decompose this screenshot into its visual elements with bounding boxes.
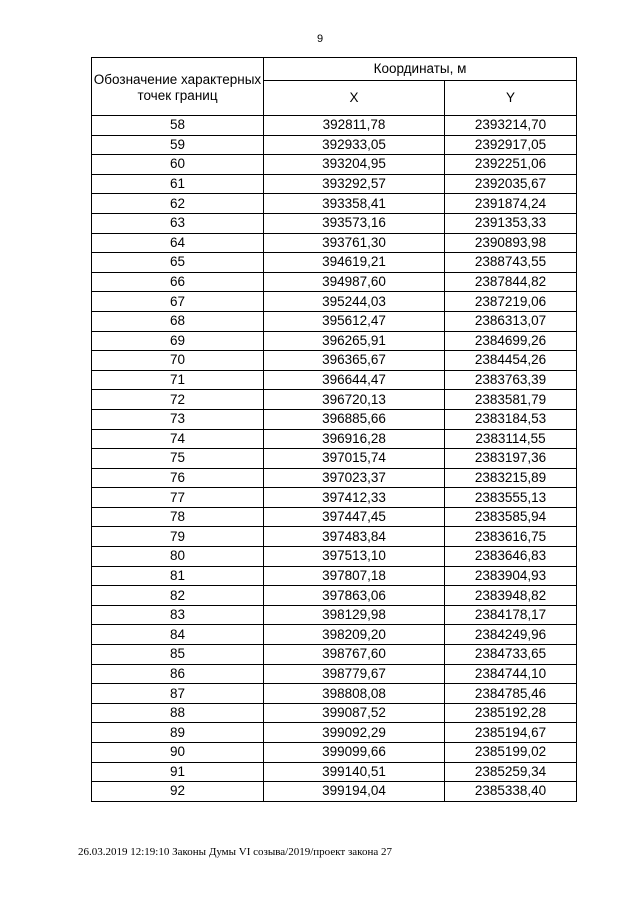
table-row bbox=[92, 370, 577, 390]
table-row bbox=[92, 468, 577, 488]
cell-y: 2383197,36 bbox=[445, 449, 577, 469]
table-row bbox=[92, 155, 577, 175]
cell-point: 70 bbox=[92, 351, 264, 371]
cell-y: 2383646,83 bbox=[445, 547, 577, 567]
cell-x: 397513,10 bbox=[264, 547, 445, 567]
cell-point: 67 bbox=[92, 292, 264, 312]
cell-y: 2392035,67 bbox=[445, 174, 577, 194]
footer-stamp: 26.03.2019 12:19:10 Законы Думы VI созыва/2019/проект закона 27 bbox=[78, 846, 392, 858]
cell-x: 396644,47 bbox=[264, 370, 445, 390]
cell-y: 2385194,67 bbox=[445, 723, 577, 743]
cell-point: 74 bbox=[92, 429, 264, 449]
cell-y: 2383581,79 bbox=[445, 390, 577, 410]
cell-x: 399140,51 bbox=[264, 762, 445, 782]
table-row bbox=[92, 390, 577, 410]
table-row bbox=[92, 782, 577, 802]
cell-point: 87 bbox=[92, 684, 264, 704]
cell-x: 398767,60 bbox=[264, 645, 445, 665]
table-row bbox=[92, 213, 577, 233]
cell-x: 397023,37 bbox=[264, 468, 445, 488]
cell-point: 60 bbox=[92, 155, 264, 175]
cell-x: 396365,67 bbox=[264, 351, 445, 371]
cell-point: 68 bbox=[92, 311, 264, 331]
cell-point: 63 bbox=[92, 213, 264, 233]
table-row bbox=[92, 135, 577, 155]
cell-point: 73 bbox=[92, 409, 264, 429]
cell-point: 66 bbox=[92, 272, 264, 292]
cell-x: 396720,13 bbox=[264, 390, 445, 410]
header-y: Y bbox=[445, 81, 577, 116]
cell-x: 397483,84 bbox=[264, 527, 445, 547]
header-point-designation: Обозначение характерных точек границ bbox=[92, 58, 264, 116]
cell-x: 393573,16 bbox=[264, 213, 445, 233]
cell-y: 2385338,40 bbox=[445, 782, 577, 802]
cell-x: 397807,18 bbox=[264, 566, 445, 586]
cell-point: 64 bbox=[92, 233, 264, 253]
cell-y: 2387844,82 bbox=[445, 272, 577, 292]
cell-x: 395244,03 bbox=[264, 292, 445, 312]
table-row bbox=[92, 586, 577, 606]
cell-point: 65 bbox=[92, 253, 264, 273]
cell-y: 2387219,06 bbox=[445, 292, 577, 312]
cell-point: 77 bbox=[92, 488, 264, 508]
table-row bbox=[92, 331, 577, 351]
cell-x: 399092,29 bbox=[264, 723, 445, 743]
cell-point: 61 bbox=[92, 174, 264, 194]
cell-y: 2384249,96 bbox=[445, 625, 577, 645]
table-row bbox=[92, 449, 577, 469]
cell-x: 393292,57 bbox=[264, 174, 445, 194]
cell-x: 398209,20 bbox=[264, 625, 445, 645]
cell-y: 2384785,46 bbox=[445, 684, 577, 704]
cell-x: 396885,66 bbox=[264, 409, 445, 429]
cell-x: 395612,47 bbox=[264, 311, 445, 331]
cell-point: 82 bbox=[92, 586, 264, 606]
table-row bbox=[92, 116, 577, 136]
cell-point: 62 bbox=[92, 194, 264, 214]
cell-y: 2392917,05 bbox=[445, 135, 577, 155]
cell-y: 2383184,53 bbox=[445, 409, 577, 429]
table-row bbox=[92, 253, 577, 273]
table-row bbox=[92, 488, 577, 508]
cell-y: 2388743,55 bbox=[445, 253, 577, 273]
cell-x: 396916,28 bbox=[264, 429, 445, 449]
cell-point: 83 bbox=[92, 605, 264, 625]
cell-x: 397015,74 bbox=[264, 449, 445, 469]
cell-x: 396265,91 bbox=[264, 331, 445, 351]
cell-x: 393761,30 bbox=[264, 233, 445, 253]
cell-x: 399194,04 bbox=[264, 782, 445, 802]
table-row bbox=[92, 645, 577, 665]
cell-point: 81 bbox=[92, 566, 264, 586]
cell-point: 88 bbox=[92, 703, 264, 723]
cell-x: 397412,33 bbox=[264, 488, 445, 508]
cell-point: 85 bbox=[92, 645, 264, 665]
cell-point: 80 bbox=[92, 547, 264, 567]
cell-x: 392933,05 bbox=[264, 135, 445, 155]
cell-y: 2384744,10 bbox=[445, 664, 577, 684]
table-row bbox=[92, 311, 577, 331]
cell-y: 2385259,34 bbox=[445, 762, 577, 782]
cell-point: 58 bbox=[92, 116, 264, 136]
cell-y: 2383763,39 bbox=[445, 370, 577, 390]
cell-point: 91 bbox=[92, 762, 264, 782]
table-header bbox=[92, 58, 577, 116]
cell-y: 2383555,13 bbox=[445, 488, 577, 508]
cell-point: 76 bbox=[92, 468, 264, 488]
table-row bbox=[92, 174, 577, 194]
cell-y: 2391353,33 bbox=[445, 213, 577, 233]
cell-point: 90 bbox=[92, 743, 264, 763]
cell-point: 79 bbox=[92, 527, 264, 547]
cell-point: 59 bbox=[92, 135, 264, 155]
cell-y: 2391874,24 bbox=[445, 194, 577, 214]
cell-point: 69 bbox=[92, 331, 264, 351]
cell-point: 86 bbox=[92, 664, 264, 684]
cell-point: 75 bbox=[92, 449, 264, 469]
cell-y: 2385192,28 bbox=[445, 703, 577, 723]
table-row bbox=[92, 351, 577, 371]
cell-y: 2385199,02 bbox=[445, 743, 577, 763]
table-row bbox=[92, 566, 577, 586]
cell-point: 71 bbox=[92, 370, 264, 390]
cell-x: 399099,66 bbox=[264, 743, 445, 763]
cell-x: 399087,52 bbox=[264, 703, 445, 723]
page-number: 9 bbox=[316, 33, 324, 45]
table-row bbox=[92, 664, 577, 684]
table-row bbox=[92, 272, 577, 292]
cell-x: 398808,08 bbox=[264, 684, 445, 704]
table-row bbox=[92, 233, 577, 253]
cell-x: 392811,78 bbox=[264, 116, 445, 136]
table-row bbox=[92, 527, 577, 547]
cell-y: 2392251,06 bbox=[445, 155, 577, 175]
cell-y: 2383904,93 bbox=[445, 566, 577, 586]
cell-point: 92 bbox=[92, 782, 264, 802]
cell-x: 393204,95 bbox=[264, 155, 445, 175]
cell-x: 394619,21 bbox=[264, 253, 445, 273]
cell-y: 2384733,65 bbox=[445, 645, 577, 665]
header-x: X bbox=[264, 81, 445, 116]
header-coordinates: Координаты, м bbox=[264, 58, 577, 81]
table-row bbox=[92, 625, 577, 645]
cell-y: 2386313,07 bbox=[445, 311, 577, 331]
table-row bbox=[92, 507, 577, 527]
table-row bbox=[92, 547, 577, 567]
cell-y: 2393214,70 bbox=[445, 116, 577, 136]
cell-y: 2383114,55 bbox=[445, 429, 577, 449]
table-row bbox=[92, 743, 577, 763]
cell-y: 2383585,94 bbox=[445, 507, 577, 527]
table-body bbox=[92, 116, 577, 802]
table-row bbox=[92, 194, 577, 214]
table-row bbox=[92, 684, 577, 704]
table-row bbox=[92, 703, 577, 723]
cell-y: 2383616,75 bbox=[445, 527, 577, 547]
table-row bbox=[92, 605, 577, 625]
cell-y: 2384454,26 bbox=[445, 351, 577, 371]
table-row bbox=[92, 409, 577, 429]
cell-x: 397447,45 bbox=[264, 507, 445, 527]
cell-x: 394987,60 bbox=[264, 272, 445, 292]
table-row bbox=[92, 723, 577, 743]
cell-y: 2384178,17 bbox=[445, 605, 577, 625]
cell-y: 2383215,89 bbox=[445, 468, 577, 488]
cell-x: 398129,98 bbox=[264, 605, 445, 625]
cell-x: 397863,06 bbox=[264, 586, 445, 606]
cell-point: 72 bbox=[92, 390, 264, 410]
cell-y: 2384699,26 bbox=[445, 331, 577, 351]
table-row bbox=[92, 762, 577, 782]
table-row bbox=[92, 429, 577, 449]
cell-y: 2383948,82 bbox=[445, 586, 577, 606]
table-row bbox=[92, 292, 577, 312]
cell-x: 398779,67 bbox=[264, 664, 445, 684]
cell-point: 84 bbox=[92, 625, 264, 645]
cell-x: 393358,41 bbox=[264, 194, 445, 214]
cell-y: 2390893,98 bbox=[445, 233, 577, 253]
coordinates-table bbox=[91, 57, 577, 802]
cell-point: 78 bbox=[92, 507, 264, 527]
cell-point: 89 bbox=[92, 723, 264, 743]
